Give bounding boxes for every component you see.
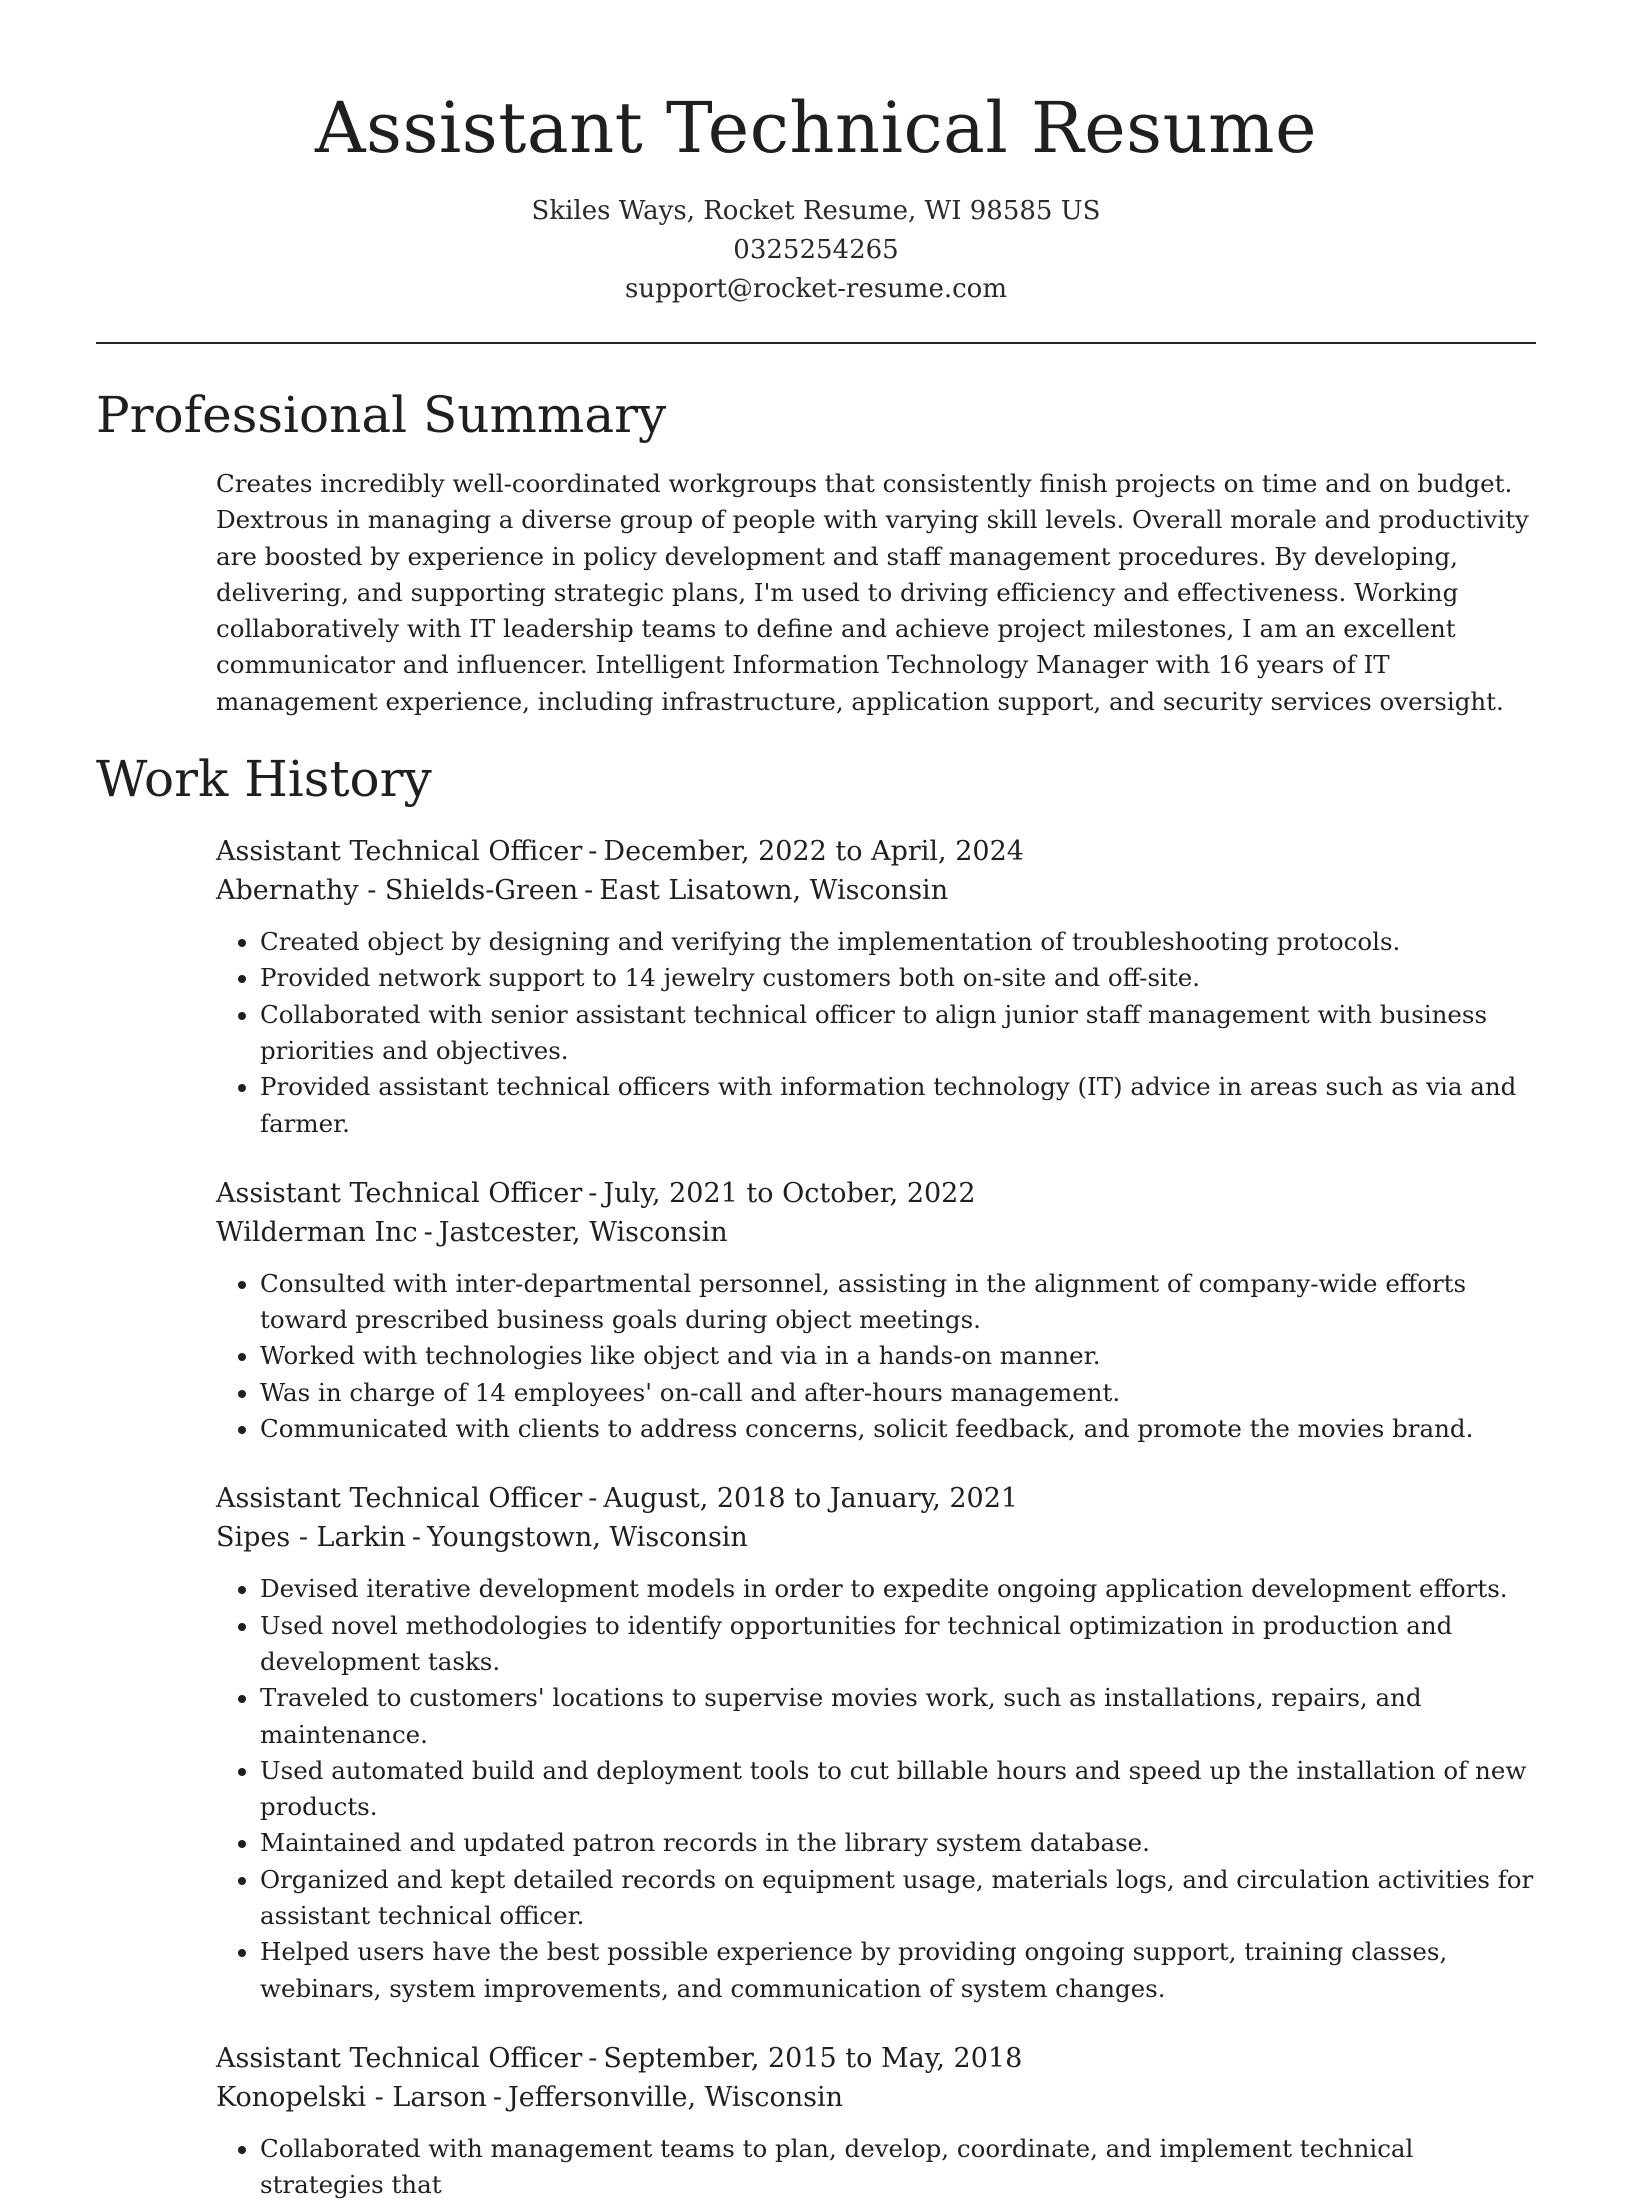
job-separator: - xyxy=(584,875,594,907)
job-company: Abernathy - Shields-Green xyxy=(216,875,579,907)
summary-text: Creates incredibly well-coordinated workgroups that consistently finish projects on time and on budget. Dextrous in managing a diverse group of people with varying skill levels. Overall morale and productivity are boosted by experience in policy development and staff management procedures. By developing, delivering, and supporting strategic plans, I'm used to driving efficiency and effectiveness. Working collaboratively with IT leadership teams to define and achieve project milestones, I am an excellent communicator and influencer. Intelligent Information Technology Manager with 16 years of IT management experience, including infrastructure, application support, and security services oversight. xyxy=(216,469,1529,716)
job-separator: - xyxy=(588,1483,598,1515)
address: Skiles Ways, Rocket Resume, WI 98585 US xyxy=(531,196,1101,226)
job-bullet: • Worked with technologies like object and via in a hands-on manner. xyxy=(260,1338,1536,1374)
job-title-line xyxy=(216,1479,1536,1518)
job-bullet: • Organized and kept detailed records on equipment usage, materials logs, and circulation activities for assistant technical officer. xyxy=(260,1862,1536,1935)
job-bullet: • Used novel methodologies to identify opportunities for technical optimization in production and development tasks. xyxy=(260,1608,1536,1681)
job-bullet-list xyxy=(216,1571,1536,2007)
job-title-line xyxy=(216,2039,1536,2078)
job-location: Jastcester, Wisconsin xyxy=(438,1216,728,1248)
job-location: Jeffersonville, Wisconsin xyxy=(507,2081,844,2113)
job-company: Konopelski - Larson xyxy=(216,2081,487,2113)
job-company-line xyxy=(216,2078,1536,2117)
section-heading-work-history: Work History xyxy=(96,750,432,809)
job-entry xyxy=(216,2039,1536,2204)
professional-summary-section xyxy=(96,380,1536,720)
job-bullet: • Traveled to customers' locations to supervise movies work, such as installations, repairs, and maintenance. xyxy=(260,1680,1536,1753)
resume-title: Assistant Technical Resume xyxy=(315,87,1317,169)
section-heading-summary: Professional Summary xyxy=(96,386,667,444)
job-bullet: • Consulted with inter-departmental personnel, assisting in the alignment of company-wide efforts toward prescribed business goals during object meetings. xyxy=(260,1266,1536,1339)
job-entry xyxy=(216,1479,1536,2007)
job-title: Assistant Technical Officer xyxy=(216,1483,583,1515)
contact-block xyxy=(0,192,1632,309)
job-separator: - xyxy=(588,1177,598,1209)
job-bullet: • Collaborated with management teams to plan, develop, coordinate, and implement technical strategies that xyxy=(260,2131,1536,2204)
job-entry xyxy=(216,832,1536,1142)
job-bullet: • Devised iterative development models in order to expedite ongoing application development efforts. xyxy=(260,1571,1536,1607)
job-entry xyxy=(216,1174,1536,1447)
job-separator: - xyxy=(588,836,598,868)
job-dates: September, 2015 to May, 2018 xyxy=(603,2042,1023,2074)
job-bullet: • Provided network support to 14 jewelry customers both on-site and off-site. xyxy=(260,960,1536,996)
job-bullet-list xyxy=(216,924,1536,1142)
job-title: Assistant Technical Officer xyxy=(216,1177,583,1209)
job-list xyxy=(96,832,1536,2203)
job-bullet: • Collaborated with senior assistant technical officer to align junior staff management with business priorities and objectives. xyxy=(260,997,1536,1070)
phone: 0325254265 xyxy=(733,235,899,265)
job-dates: July, 2021 to October, 2022 xyxy=(603,1177,976,1209)
job-separator: - xyxy=(492,2081,502,2113)
job-bullet: • Maintained and updated patron records in the library system database. xyxy=(260,1825,1536,1861)
job-separator: - xyxy=(411,1522,421,1554)
job-bullet: • Was in charge of 14 employees' on-call and after-hours management. xyxy=(260,1375,1536,1411)
job-company-line xyxy=(216,1213,1536,1252)
job-separator: - xyxy=(588,2042,598,2074)
job-bullet: • Helped users have the best possible experience by providing ongoing support, training classes, webinars, system improvements, and communication of system changes. xyxy=(260,1934,1536,2007)
job-title-line xyxy=(216,1174,1536,1213)
job-title: Assistant Technical Officer xyxy=(216,836,583,868)
job-title: Assistant Technical Officer xyxy=(216,2042,583,2074)
job-location: East Lisatown, Wisconsin xyxy=(599,875,949,907)
job-bullet: • Provided assistant technical officers with information technology (IT) advice in areas such as via and farmer. xyxy=(260,1069,1536,1142)
resume-content xyxy=(96,380,1536,2204)
header-divider xyxy=(96,342,1536,344)
job-separator: - xyxy=(423,1216,433,1248)
email: support@rocket-resume.com xyxy=(624,274,1007,304)
job-dates: December, 2022 to April, 2024 xyxy=(603,836,1024,868)
job-bullet: • Communicated with clients to address concerns, solicit feedback, and promote the movies brand. xyxy=(260,1411,1536,1447)
job-company: Sipes - Larkin xyxy=(216,1522,406,1554)
job-location: Youngstown, Wisconsin xyxy=(426,1522,748,1554)
job-company-line xyxy=(216,1518,1536,1557)
work-history-section xyxy=(96,744,1536,2203)
resume-header xyxy=(0,0,1632,309)
job-bullet: • Created object by designing and verifying the implementation of troubleshooting protocols. xyxy=(260,924,1536,960)
job-title-line xyxy=(216,832,1536,871)
job-company: Wilderman Inc xyxy=(216,1216,418,1248)
job-bullet: • Used automated build and deployment tools to cut billable hours and speed up the installation of new products. xyxy=(260,1753,1536,1826)
job-company-line xyxy=(216,871,1536,910)
job-bullet-list xyxy=(216,2131,1536,2204)
job-bullet-list xyxy=(216,1266,1536,1447)
job-dates: August, 2018 to January, 2021 xyxy=(603,1483,1019,1515)
